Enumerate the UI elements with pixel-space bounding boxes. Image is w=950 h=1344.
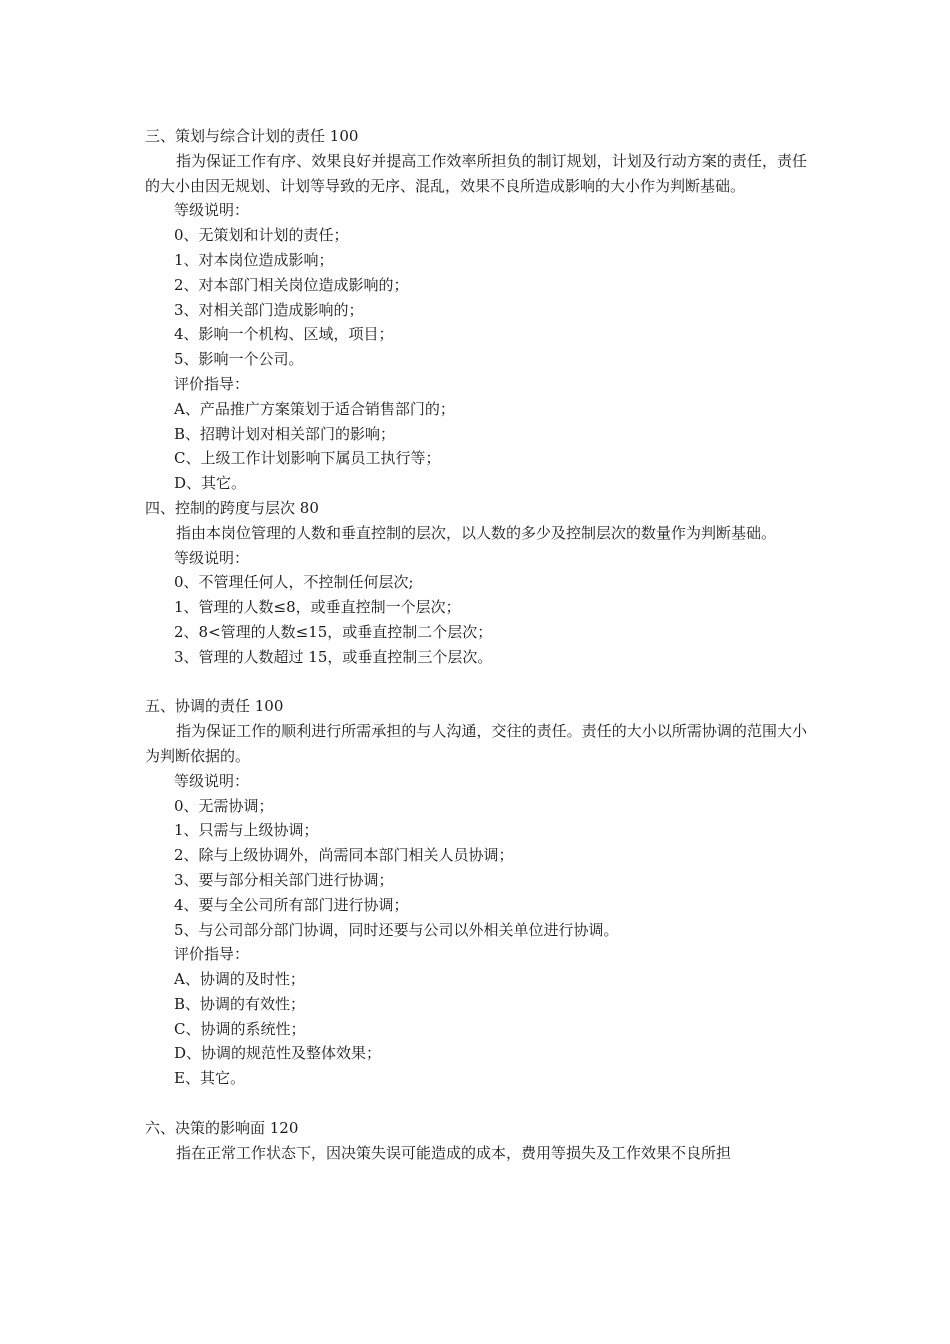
level-item: 0、无需协调； [174, 796, 274, 815]
level-item: 1、对本岗位造成影响； [174, 250, 334, 269]
guide-item: A、协调的及时性； [174, 970, 305, 989]
section-description: 指为保证工作有序、效果良好并提高工作效率所担负的制订规划，计划及行动方案的责任，责任的大小由因无规划、计划等导致的无序、混乱，效果不良所造成影响的大小作为判断基础。 [145, 151, 807, 195]
section-description: 指由本岗位管理的人数和垂直控制的层次，以人数的多少及控制层次的数量作为判断基础。 [176, 523, 777, 542]
section-heading: 四、控制的跨度与层次 80 [145, 498, 319, 517]
levels-label: 等级说明： [174, 201, 250, 220]
guide-item: A、产品推广方案策划于适合销售部门的； [174, 399, 455, 418]
guide-item: E、其它。 [174, 1069, 245, 1088]
section-heading: 六、决策的影响面 120 [145, 1118, 299, 1137]
section-description: 指在正常工作状态下，因决策失误可能造成的成本，费用等损失及工作效果不良所担 [176, 1143, 732, 1162]
guide-label: 评价指导： [174, 945, 250, 964]
guide-label: 评价指导： [174, 374, 250, 393]
level-item: 4、要与全公司所有部门进行协调； [174, 895, 409, 914]
level-item: 2、对本部门相关岗位造成影响的； [174, 275, 409, 294]
levels-label: 等级说明： [174, 548, 250, 567]
levels-label: 等级说明： [174, 771, 250, 790]
guide-item: B、招聘计划对相关部门的影响； [174, 424, 396, 443]
blank-line [145, 1091, 807, 1116]
level-item: 2、除与上级协调外，尚需同本部门相关人员协调； [174, 846, 514, 865]
section-heading: 五、协调的责任 100 [145, 697, 284, 716]
level-item: 0、无策划和计划的责任； [174, 226, 349, 245]
level-item: 3、管理的人数超过 15，或垂直控制三个层次。 [174, 647, 493, 666]
guide-item: D、协调的规范性及整体效果； [174, 1044, 382, 1063]
guide-item: B、协调的有效性； [174, 994, 306, 1013]
guide-item: C、协调的系统性； [174, 1019, 306, 1038]
guide-item: C、上级工作计划影响下属员工执行等； [174, 449, 441, 468]
level-item: 5、影响一个公司。 [174, 350, 304, 369]
level-item: 3、要与部分相关部门进行协调； [174, 870, 394, 889]
level-item: 5、与公司部分部门协调，同时还要与公司以外相关单位进行协调。 [174, 920, 619, 939]
level-item: 2、8<管理的人数≤15，或垂直控制二个层次； [174, 622, 493, 641]
guide-item: D、其它。 [174, 474, 247, 493]
level-item: 1、管理的人数≤8，或垂直控制一个层次； [174, 598, 461, 617]
level-item: 3、对相关部门造成影响的； [174, 300, 364, 319]
level-item: 1、只需与上级协调； [174, 821, 319, 840]
blank-line [145, 670, 807, 695]
document-body [145, 124, 807, 1165]
level-item: 0、不管理任何人，不控制任何层次; [174, 573, 414, 592]
section-heading: 三、策划与综合计划的责任 100 [145, 127, 359, 145]
section-description: 指为保证工作的顺利进行所需承担的与人沟通，交往的责任。责任的大小以所需协调的范围大小为判断依据的。 [145, 722, 807, 765]
level-item: 4、影响一个机构、区域，项目； [174, 325, 394, 344]
